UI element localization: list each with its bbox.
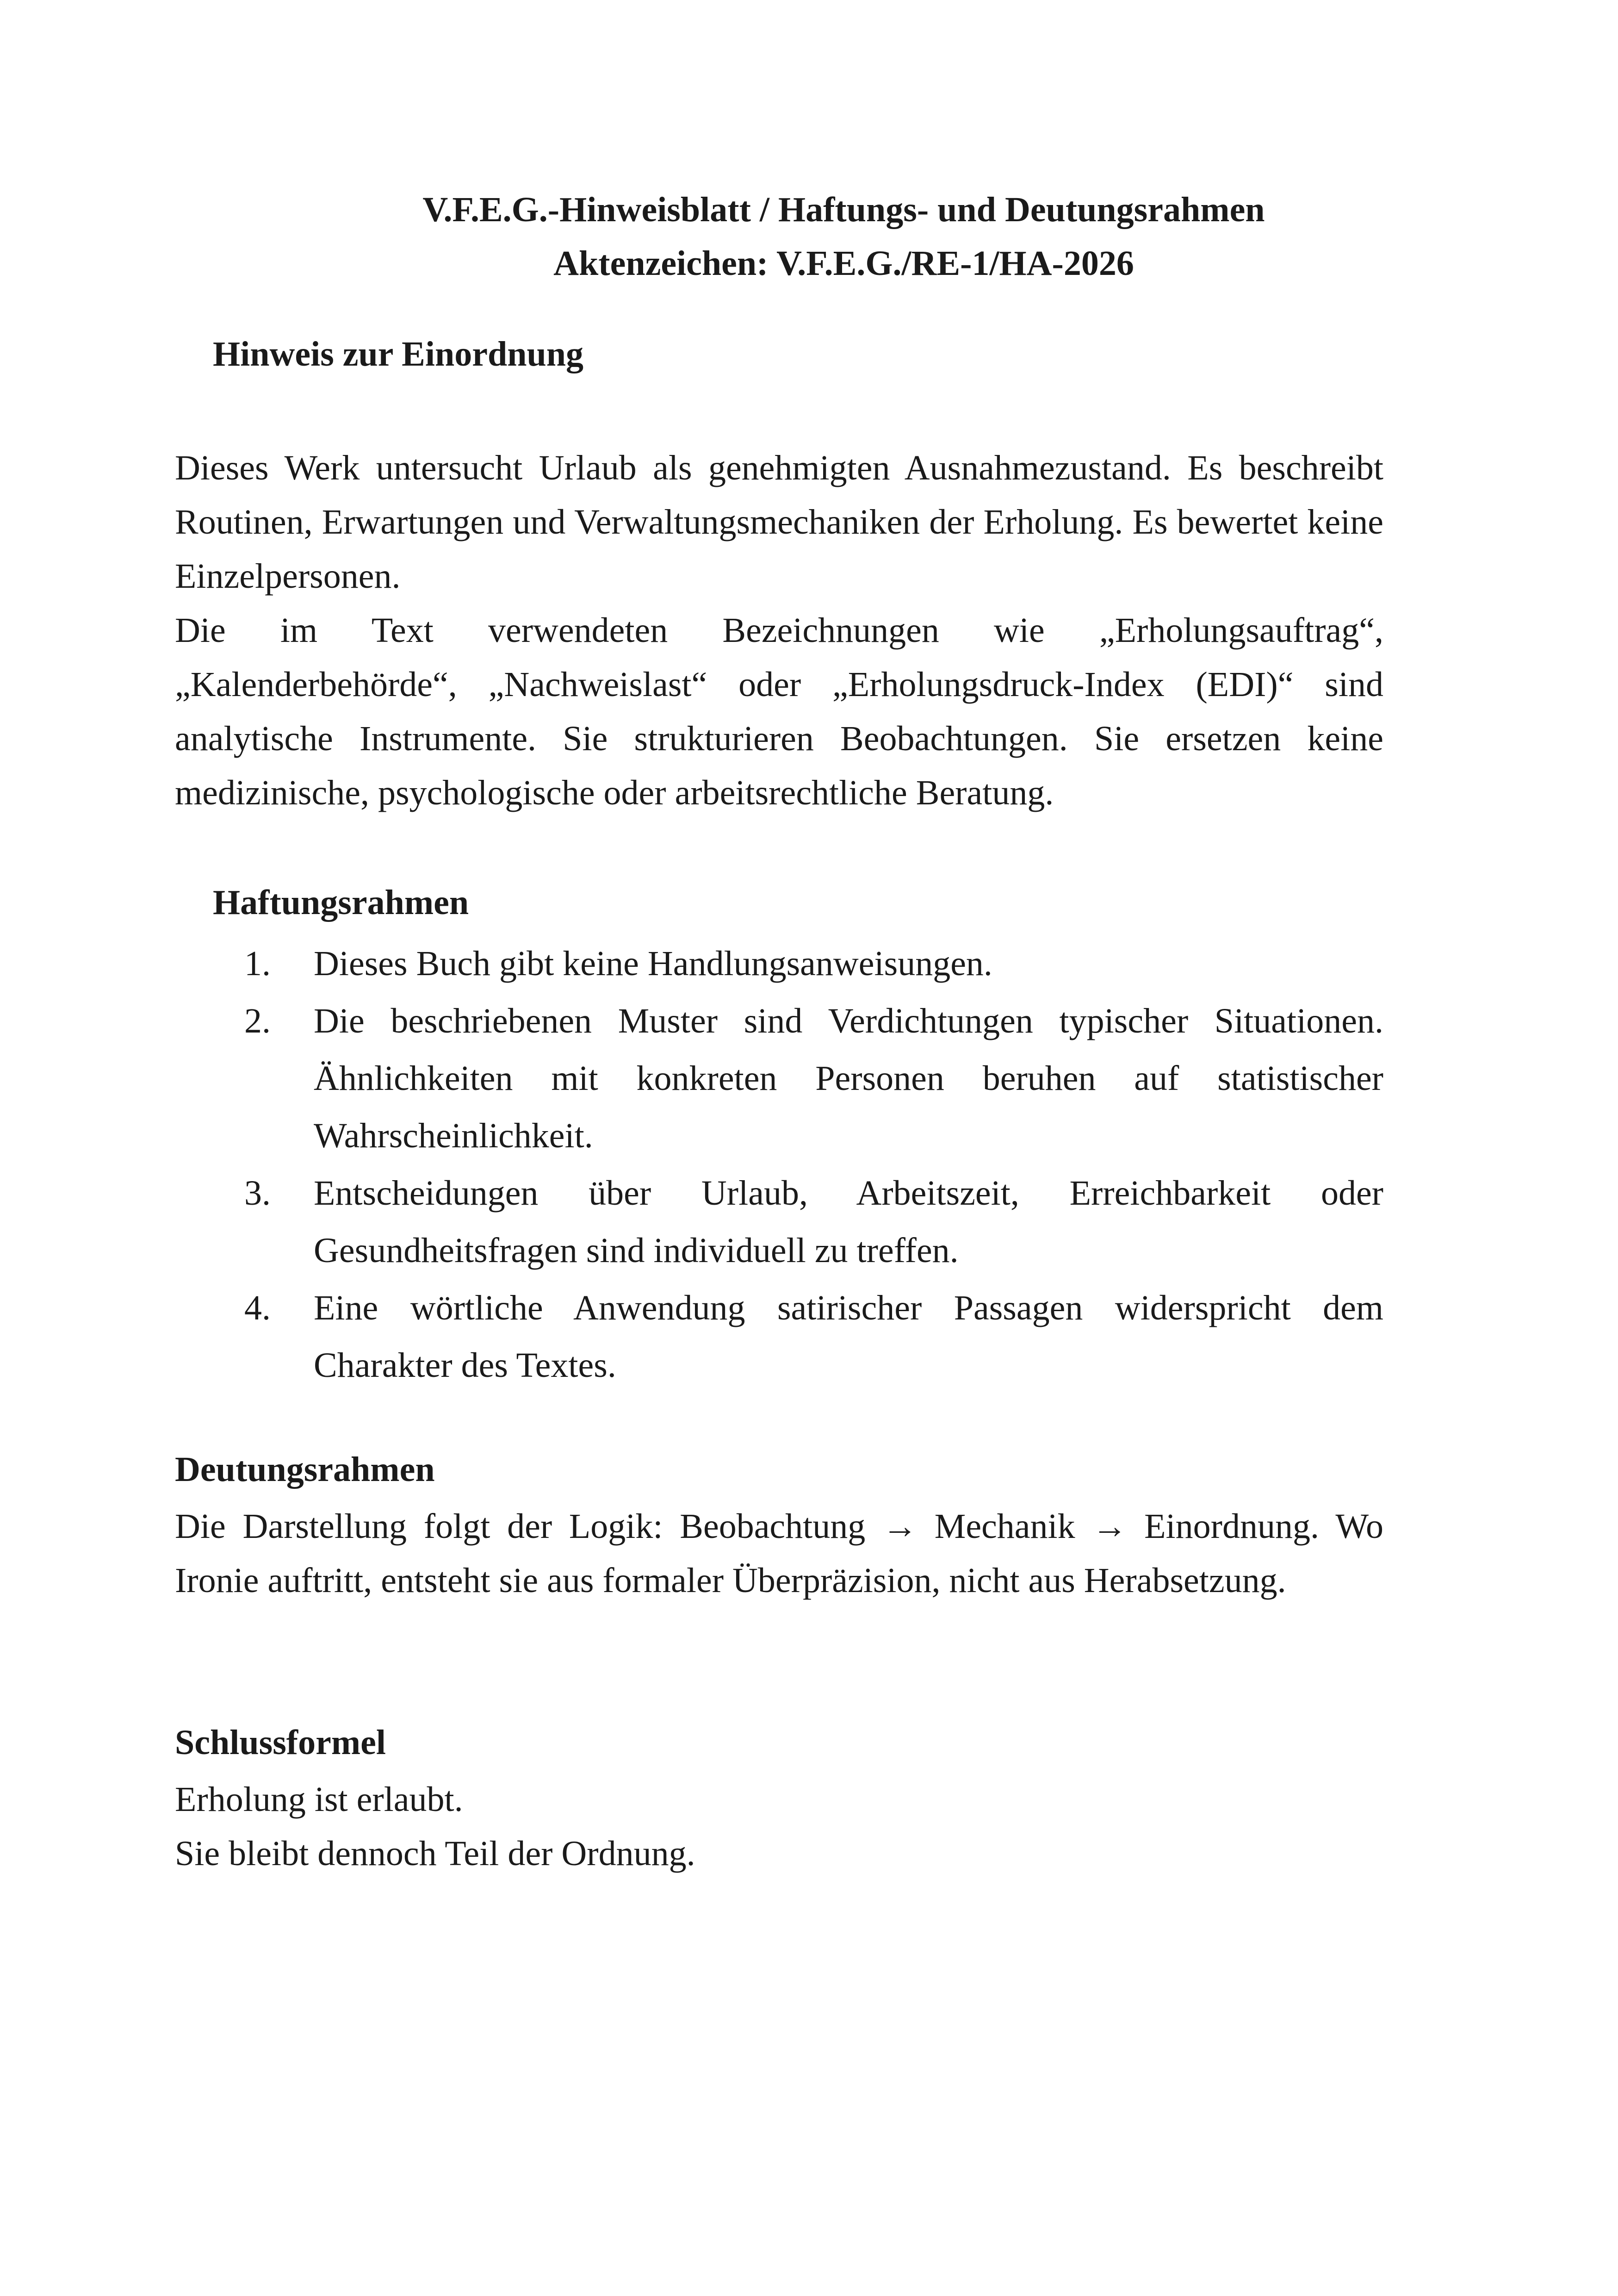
deutung-body bbox=[175, 1500, 1383, 1608]
list-item-text: Die beschriebenen Muster sind Verdichtungen typischer Situationen. Ähnlichkeiten mit konkreten Personen beruhen auf statistischer Wahrscheinlichkeit. bbox=[314, 1002, 1383, 1155]
deutung-paragraph: Die Darstellung folgt der Logik: Beobachtung → Mechanik → Einordnung. Wo Ironie auftritt, entsteht sie aus formaler Überpräzision, nicht aus Herabsetzung. bbox=[175, 1507, 1383, 1600]
schluss-line-1: Erholung ist erlaubt. bbox=[175, 1780, 463, 1819]
heading-deutung: Deutungsrahmen bbox=[175, 1450, 435, 1489]
document-title bbox=[0, 183, 1618, 290]
list-item bbox=[175, 992, 1383, 1164]
einordnung-paragraph-1: Dieses Werk untersucht Urlaub als genehmigten Ausnahmezustand. Es beschreibt Routinen, Erwartungen und Verwaltungsmechaniken der Erholung. Es bewertet keine Einzelpersonen. bbox=[175, 448, 1383, 596]
list-item bbox=[175, 1279, 1383, 1394]
heading-haftung: Haftungsrahmen bbox=[213, 883, 469, 922]
einordnung-body bbox=[175, 441, 1383, 820]
einordnung-paragraph-2: Die im Text verwendeten Bezeichnungen wie „Erholungsauftrag“, „Kalenderbehörde“, „Nachweislast“ oder „Erholungsdruck-Index (EDI)“ sind analytische Instrumente. Sie strukturieren Beobachtungen. Sie ersetzen keine medizinische, psychologische oder arbeitsrechtliche Beratung. bbox=[175, 611, 1383, 812]
list-item-text: Dieses Buch gibt keine Handlungsanweisungen. bbox=[314, 944, 992, 983]
heading-einordnung: Hinweis zur Einordnung bbox=[213, 335, 584, 373]
list-item bbox=[175, 935, 1383, 992]
title-line-1: V.F.E.G.-Hinweisblatt / Haftungs- und Deutungsrahmen bbox=[422, 190, 1265, 229]
schluss-line-2: Sie bleibt dennoch Teil der Ordnung. bbox=[175, 1834, 695, 1873]
list-item bbox=[175, 1164, 1383, 1279]
list-item-text: Entscheidungen über Urlaub, Arbeitszeit, Erreichbarkeit oder Gesundheitsfragen sind individuell zu treffen. bbox=[314, 1174, 1383, 1270]
list-item-number: 2. bbox=[244, 1002, 271, 1040]
list-item-number: 4. bbox=[244, 1288, 271, 1327]
haftung-list bbox=[175, 935, 1383, 1394]
list-item-text: Eine wörtliche Anwendung satirischer Passagen widerspricht dem Charakter des Textes. bbox=[314, 1288, 1383, 1385]
heading-schluss: Schlussformel bbox=[175, 1723, 386, 1762]
list-item-number: 3. bbox=[244, 1174, 271, 1213]
title-line-2: Aktenzeichen: V.F.E.G./RE-1/HA-2026 bbox=[553, 244, 1134, 283]
schluss-body bbox=[175, 1773, 1383, 1881]
list-item-number: 1. bbox=[244, 944, 271, 983]
